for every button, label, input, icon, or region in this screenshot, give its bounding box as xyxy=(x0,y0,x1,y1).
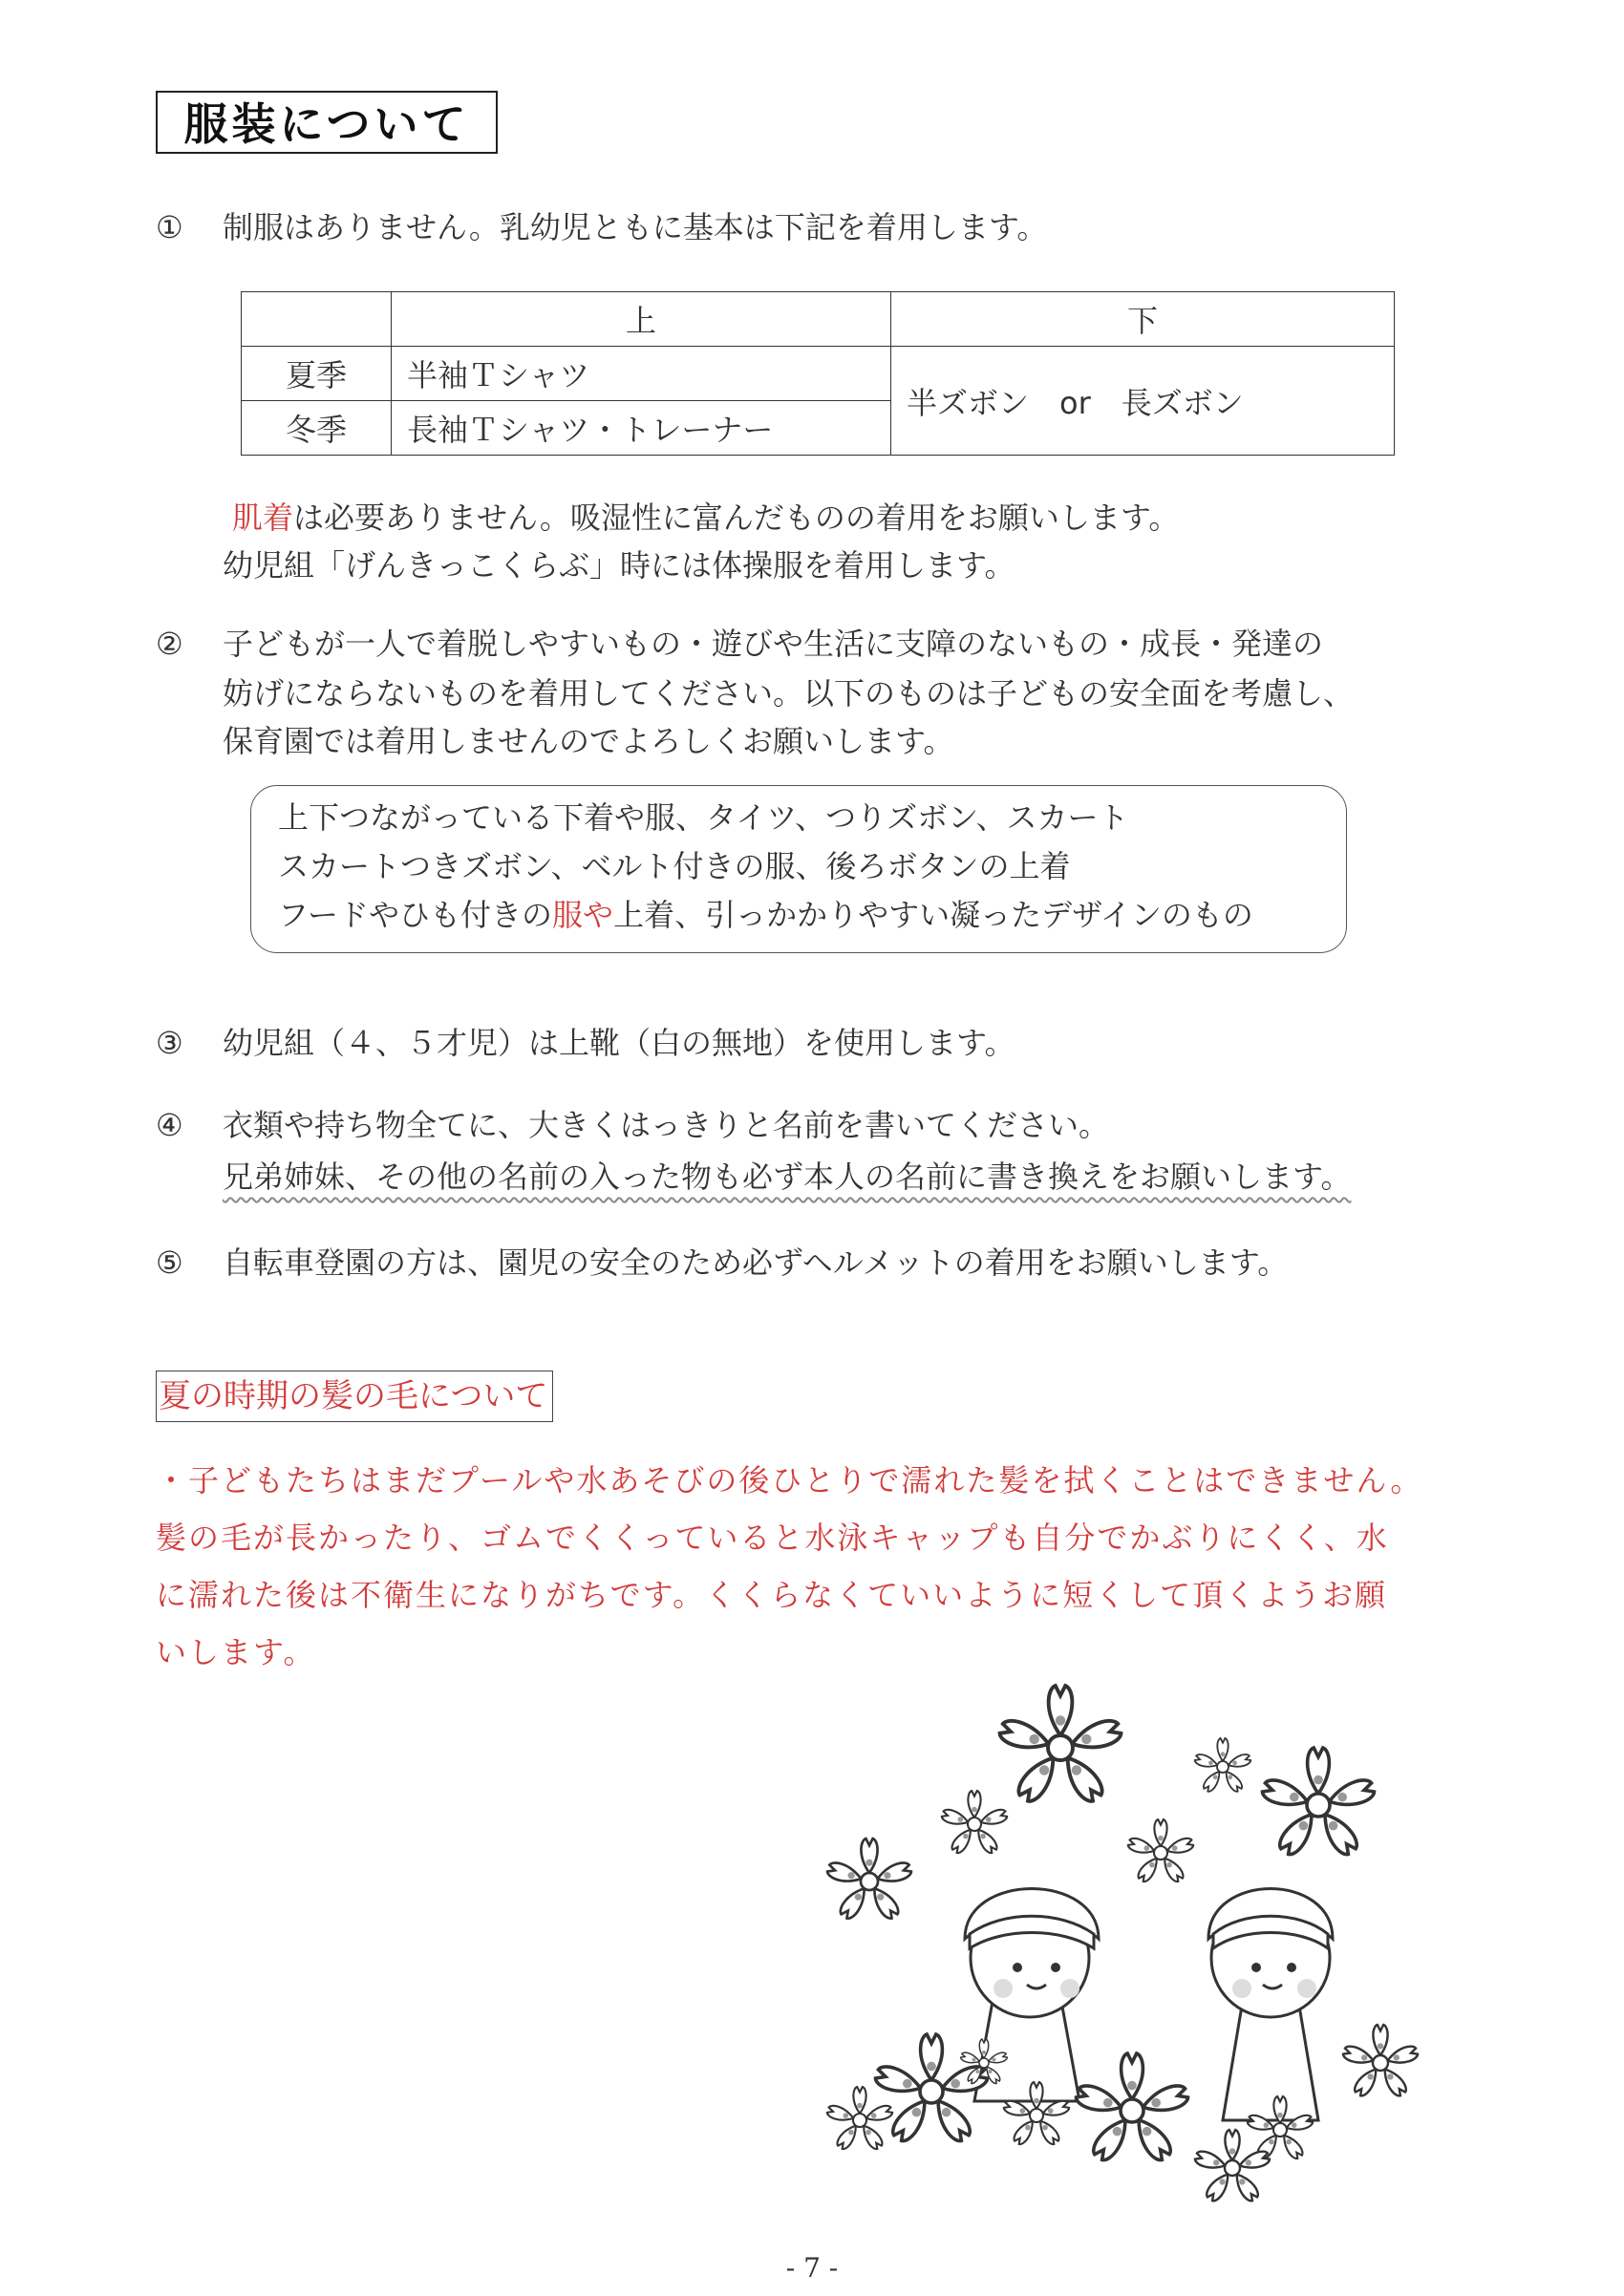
item-2-line-3: 保育園では着用しませんのでよろしくお願いします。 xyxy=(223,723,954,759)
table-season-cell: 夏季 xyxy=(242,347,392,401)
item-text: 自転車登園の方は、園児の安全のため必ずヘルメットの着用をお願いします。 xyxy=(223,1244,1289,1281)
cherry-blossom-children-illustration xyxy=(822,1681,1471,2216)
item-number: ③ xyxy=(156,1025,183,1061)
summer-hair-heading: 夏の時期の髪の毛について xyxy=(156,1371,553,1422)
item-2 xyxy=(156,619,1323,669)
item-number: ⑤ xyxy=(156,1244,183,1281)
item-4 xyxy=(156,1100,1109,1150)
item-3 xyxy=(156,1018,1015,1068)
table-header-top: 上 xyxy=(392,292,891,347)
item-text: 衣類や持ち物全てに、大きくはっきりと名前を書いてください。 xyxy=(223,1107,1110,1143)
table-bottom-cell: 半ズボン or 長ズボン xyxy=(891,347,1395,456)
text-line: 髪の毛が長かったり、ゴムでくくっていると水泳キャップも自分でかぶりにくく、水 xyxy=(156,1520,1389,1556)
item-2-line-2: 妨げにならないものを着用してください。以下のものは子どもの安全面を考慮し、 xyxy=(223,675,1355,712)
text-line: に濡れた後は不衛生になりがちです。くくらなくていいように短くして頂くようお願 xyxy=(156,1577,1388,1613)
text-line: ・子どもたちはまだプールや水あそびの後ひとりで濡れた髪を拭くことはできません。 xyxy=(156,1462,1423,1499)
highlight-text: 肌着 xyxy=(232,500,294,536)
box-text: フードやひも付きの xyxy=(278,897,553,933)
note-gym-clothes: 幼児組「げんきっこくらぶ」時には体操服を着用します。 xyxy=(223,547,1015,584)
item-number: ④ xyxy=(156,1107,183,1143)
table-top-cell: 長袖Ｔシャツ・トレーナー xyxy=(392,401,891,456)
page-title: 服装について xyxy=(156,91,498,154)
text-line: いします。 xyxy=(156,1634,316,1670)
item-text: 幼児組（４、５才児）は上靴（白の無地）を使用します。 xyxy=(223,1025,1015,1061)
note-undershirt xyxy=(232,493,1179,542)
clothing-table xyxy=(241,291,1395,456)
item-5 xyxy=(156,1238,1288,1287)
page-number: - 7 - xyxy=(785,2252,839,2284)
wavy-underlined-text: 兄弟姉妹、その他の名前の入った物も必ず本人の名前に書き換えをお願いします。 xyxy=(223,1159,1352,1195)
item-text: 制服はありません。乳幼児ともに基本は下記を着用します。 xyxy=(223,209,1048,245)
note-text: は必要ありません。吸湿性に富んだものの着用をお願いします。 xyxy=(293,500,1180,536)
highlight-text: 服や xyxy=(552,897,614,933)
box-line: スカートつきズボン、ベルト付きの服、後ろボタンの上着 xyxy=(278,848,1071,884)
item-1 xyxy=(156,202,1047,252)
prohibited-clothing-box xyxy=(250,785,1347,953)
item-number: ② xyxy=(156,626,183,662)
table-corner-cell xyxy=(242,292,392,347)
box-line xyxy=(278,891,1319,940)
summer-hair-text xyxy=(156,1452,1436,1681)
child-right xyxy=(1208,1889,1333,2121)
table-top-cell: 半袖Ｔシャツ xyxy=(392,347,891,401)
box-text: 上着、引っかかりやすい凝ったデザインのもの xyxy=(613,897,1253,933)
item-text: 子どもが一人で着脱しやすいもの・遊びや生活に支障のないもの・成長・発達の xyxy=(223,626,1324,662)
box-line: 上下つながっている下着や服、タイツ、つりズボン、スカート xyxy=(278,799,1129,836)
table-header-bottom: 下 xyxy=(891,292,1395,347)
item-number: ① xyxy=(156,209,183,245)
table-season-cell: 冬季 xyxy=(242,401,392,456)
item-4-line-2 xyxy=(223,1152,1351,1201)
